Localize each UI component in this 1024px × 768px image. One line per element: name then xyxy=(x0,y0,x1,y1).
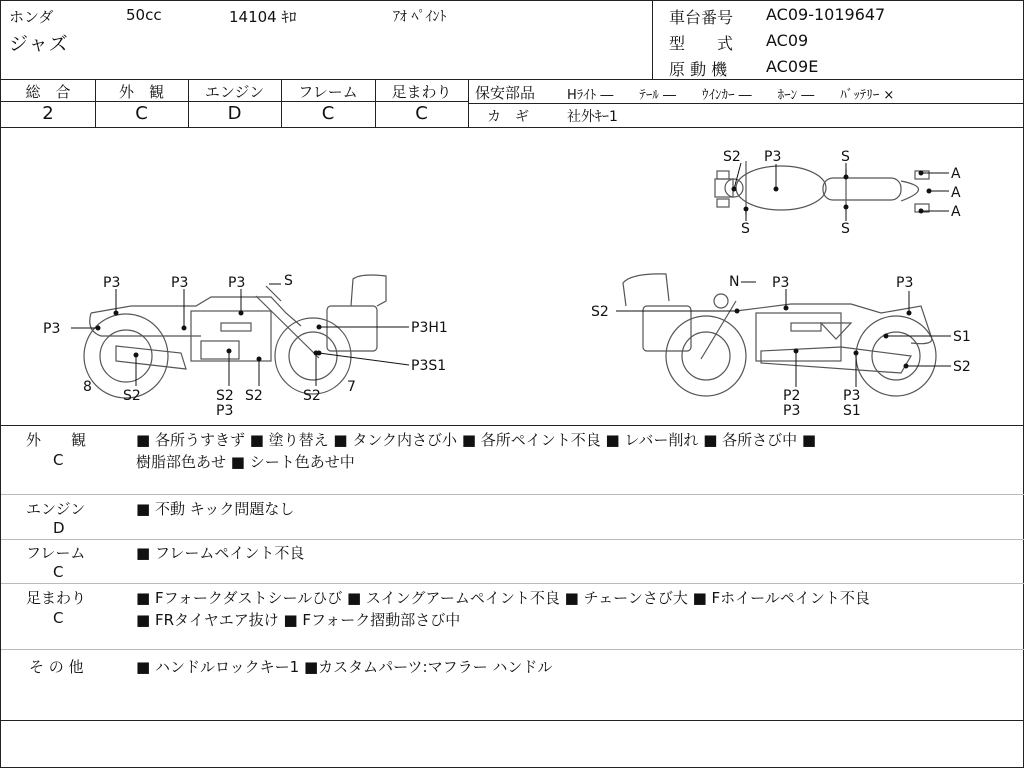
diagram-label: S2 xyxy=(245,388,263,404)
right-side-view-outline xyxy=(623,274,936,396)
type-value: AC09 xyxy=(766,31,809,50)
safety-parts-label: 保安部品 xyxy=(475,84,536,102)
diagram-label: P3 xyxy=(103,275,121,291)
total-grade-label: 総 合 xyxy=(25,83,71,101)
frame-no-label: 車台番号 xyxy=(669,8,734,27)
engine-section-title: エンジン xyxy=(26,500,86,518)
diagram-bottom-line xyxy=(1,425,1024,426)
left-side-view-outline xyxy=(84,275,386,398)
engine-remarks-line: ■ 不動 キック問題なし xyxy=(136,500,295,518)
model-name: ジャズ xyxy=(9,33,69,55)
diagram-label: A xyxy=(951,204,961,220)
diagram-label: P3 xyxy=(896,275,914,291)
diagram-label: S1 xyxy=(843,403,861,419)
diagram-label: S2 xyxy=(953,359,971,375)
diagram-label: P3 xyxy=(772,275,790,291)
suspension-section-grade: C xyxy=(53,609,64,627)
safety-mid-line xyxy=(468,103,1024,104)
engine-model-label: 原 動 機 xyxy=(669,60,728,79)
diagram-label: P3 xyxy=(216,403,234,419)
diagram-label: P3S1 xyxy=(411,358,447,374)
diagram-label: S1 xyxy=(953,329,971,345)
diagram-label: S xyxy=(841,221,850,237)
type-label: 型 式 xyxy=(669,34,734,53)
total-grade-value: 2 xyxy=(42,103,54,124)
displacement: 50cc xyxy=(126,6,162,24)
diagram-label: S2 xyxy=(591,304,609,320)
suspension-remarks-line: ■ FRタイヤエア抜け ■ Fフォーク摺動部さび中 xyxy=(136,611,461,629)
exterior-remarks-line: ■ 各所うすきず ■ 塗り替え ■ タンク内さび小 ■ 各所ペイント不良 ■ レバー削れ ■ 各所さび中 ■ xyxy=(136,431,817,449)
diagram-label: S2 xyxy=(216,388,234,404)
diagram-label: S2 xyxy=(123,388,141,404)
suspension-section-title: 足まわり xyxy=(26,589,87,607)
exterior-grade-value: C xyxy=(135,103,148,124)
diagram-label: S xyxy=(284,273,293,289)
diagram-label: A xyxy=(951,185,961,201)
frame-grade-value: C xyxy=(321,103,335,124)
diagram-label: S xyxy=(741,221,750,237)
frame-no-value: AC09-1019647 xyxy=(766,5,886,24)
diagram-label: P2 xyxy=(783,388,801,404)
bottom-line xyxy=(1,720,1024,721)
diagram-label: P3 xyxy=(171,275,189,291)
frame-section-grade: C xyxy=(53,563,64,581)
diagram-label: S2 xyxy=(723,149,741,165)
other-section-title: そ の 他 xyxy=(29,658,84,676)
header-bottom-line xyxy=(1,79,1024,80)
suspension-grade-label: 足まわり xyxy=(391,83,452,101)
frame-grade-label: フレーム xyxy=(298,83,358,101)
maker-name: ホンダ xyxy=(9,8,54,26)
exterior-remarks-line: 樹脂部色あせ ■ シート色あせ中 xyxy=(136,453,355,471)
diagram-label: P3 xyxy=(783,403,801,419)
diagram-label: P3 xyxy=(228,275,246,291)
key-value: 社外ｷｰ1 xyxy=(567,109,618,125)
section-divider xyxy=(1,649,1024,650)
diagram-label: 8 xyxy=(83,379,92,395)
diagram-label: P3H1 xyxy=(411,320,448,336)
key-label: カ ギ xyxy=(487,109,529,125)
exterior-section-title: 外 観 xyxy=(26,431,87,449)
mileage: 14104 ｷﾛ xyxy=(229,8,297,26)
safety-parts-items: Hﾗｲﾄ ― ﾃｰﾙ ― ｳｲﾝｶｰ ― ﾎｰﾝ ― ﾊﾞｯﾃﾘｰ × xyxy=(567,88,895,103)
section-divider xyxy=(1,583,1024,584)
exterior-grade-label: 外 観 xyxy=(118,83,164,101)
suspension-grade-value: C xyxy=(415,103,428,124)
diagram-label: A xyxy=(951,166,961,182)
header-divider xyxy=(652,1,653,79)
diagram-label: N xyxy=(729,274,740,290)
engine-model-value: AC09E xyxy=(766,57,819,76)
diagram-label: P3 xyxy=(764,149,782,165)
frame-remarks-line: ■ フレームペイント不良 xyxy=(136,544,305,562)
diagram-label: S2 xyxy=(303,388,321,404)
color: ｱｵ ﾍﾟｲﾝﾄ xyxy=(393,9,447,25)
engine-section-grade: D xyxy=(53,519,65,537)
exterior-section-grade: C xyxy=(53,451,64,469)
engine-grade-label: エンジン xyxy=(204,83,265,101)
motorcycle-diagram xyxy=(1,128,1024,425)
suspension-remarks-line: ■ Fフォークダストシールひび ■ スイングアームペイント不良 ■ チェーンさび大 ■ Fホイールペイント不良 xyxy=(136,589,870,607)
diagram-label: 7 xyxy=(347,379,356,395)
section-divider xyxy=(1,539,1024,540)
diagram-label: P3 xyxy=(43,321,61,337)
diagram-label: S xyxy=(841,149,850,165)
engine-grade-value: D xyxy=(227,103,242,124)
section-divider xyxy=(1,494,1024,495)
other-remarks-line: ■ ハンドルロックキー1 ■カスタムパーツ:マフラー ハンドル xyxy=(136,658,553,676)
diagram-label: P3 xyxy=(843,388,861,404)
frame-section-title: フレーム xyxy=(26,544,86,562)
